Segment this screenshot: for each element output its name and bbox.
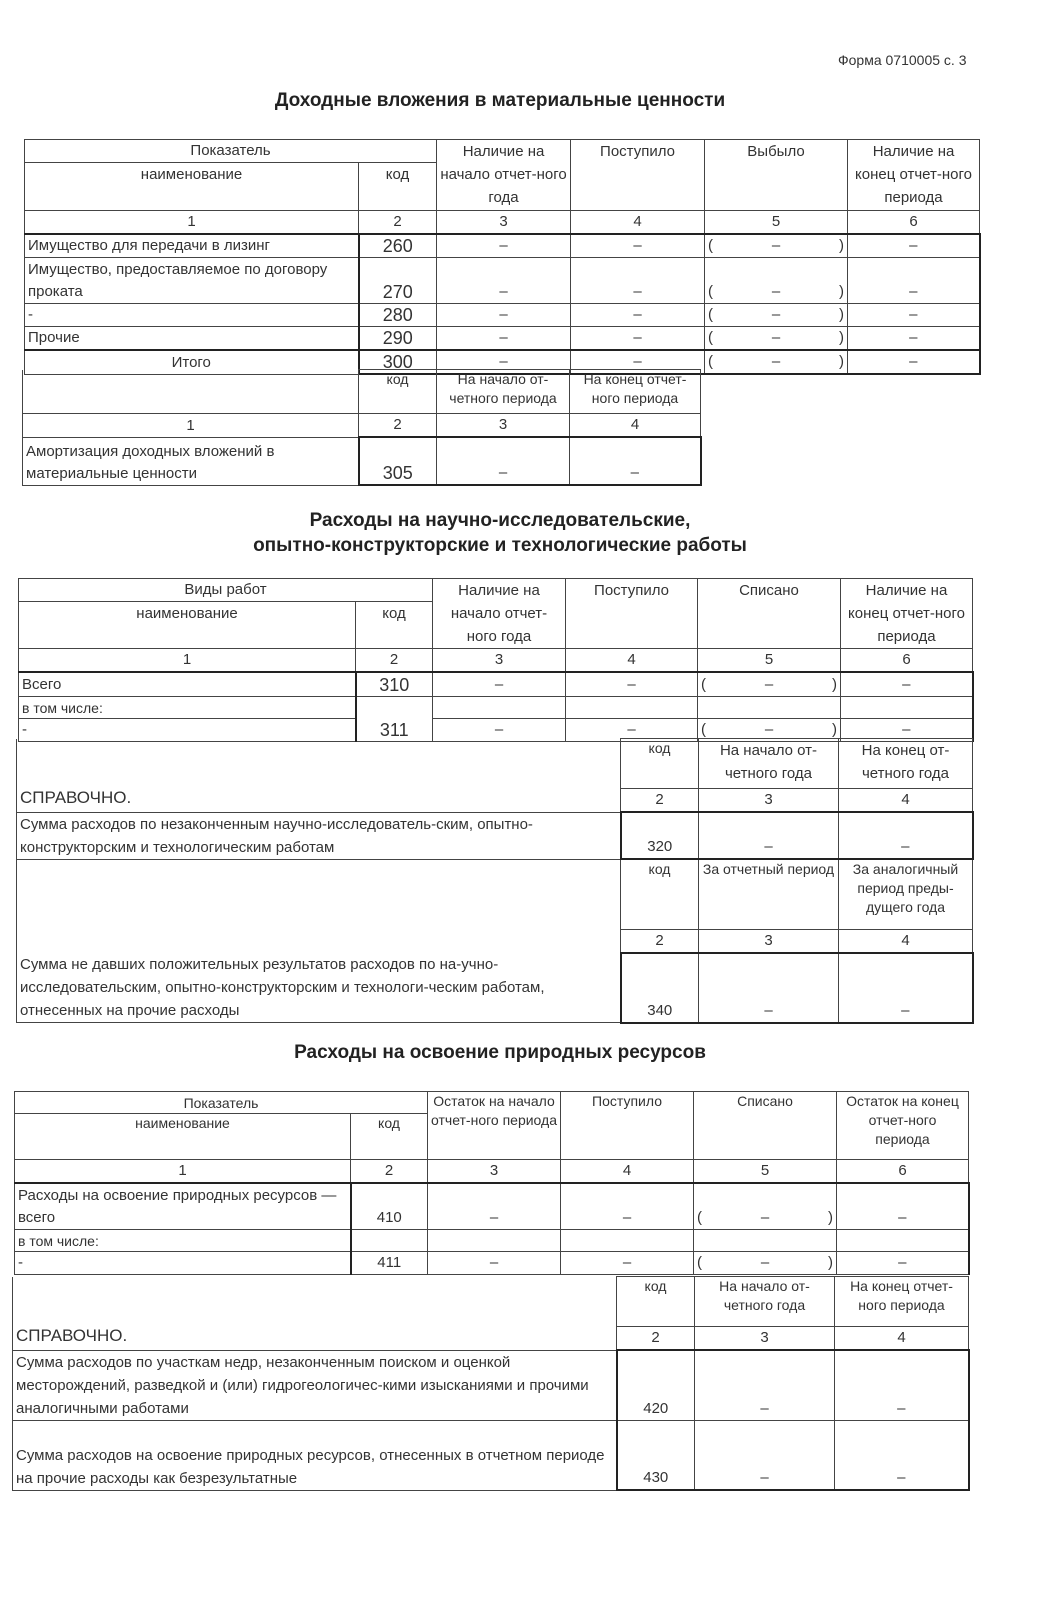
header-code: код [621,739,699,789]
row-name: Имущество, предоставляемое по договору проката [25,258,359,304]
cell-value: – [771,329,781,346]
col-number: 1 [15,1160,351,1184]
col-number: 5 [694,1160,837,1184]
section1-title: Доходные вложения в материальные ценности [274,90,726,111]
header-indicator: Показатель [15,1092,428,1114]
col-number: 6 [848,211,980,235]
col-number: 2 [351,1160,428,1184]
cell-value: – [695,1350,835,1420]
cell-value: – [566,718,698,741]
cell-value [433,696,566,718]
cell-value-paren: ( – ) [705,304,848,327]
cell-value-paren: ( – ) [705,234,848,258]
col-number: 4 [561,1160,694,1184]
amortization-table [22,369,702,486]
table-row [25,234,980,258]
table-row [17,953,973,1023]
table-row [15,1229,969,1251]
row-name: в том числе: [19,696,356,718]
row-code: 411 [351,1251,428,1274]
cell-value: – [771,237,781,254]
row-code: 320 [621,812,699,859]
table-row [15,1183,969,1229]
row-code: 300 [359,350,437,374]
header-col4: На конец от-четного года [839,739,973,789]
col-number: 4 [571,211,705,235]
row-name: - [15,1251,351,1274]
header-col3: Остаток на начало отчет-ного периода [428,1092,561,1160]
cell-value-paren: ( – ) [705,327,848,351]
row-code: 305 [359,437,437,485]
cell-value: – [699,812,839,859]
table-row [19,696,973,718]
table-row [25,258,980,304]
header-code: код [351,1114,428,1160]
header-col4: На конец отчет-ного периода [835,1277,969,1327]
table-row [15,1251,969,1274]
header-col6: Остаток на конец отчет-ного периода [837,1092,969,1160]
col-number: 4 [839,929,973,953]
reference-label-cell [17,739,621,813]
header-col5: Списано [698,579,841,649]
cell-value: – [437,258,571,304]
header-col4: Поступило [566,579,698,649]
cell-value: – [561,1183,694,1229]
header-code: код [359,163,437,211]
row-name: в том числе: [15,1229,351,1251]
cell-value: – [839,953,973,1023]
cell-value-paren: ( – ) [698,718,841,741]
cell-value: – [764,675,774,693]
cell-value: – [428,1183,561,1229]
cell-value: – [571,327,705,351]
row-code: 420 [617,1350,695,1420]
natural-resources-table [14,1091,970,1275]
header-code: код [356,602,433,649]
cell-value: – [571,304,705,327]
col-number: 3 [699,789,839,813]
header-code: код [359,370,437,414]
section2-title-line2: опытно-конструкторские и технологические работы [253,535,747,556]
col-number: 3 [437,211,571,235]
cell-value: – [437,327,571,351]
header-col4: Поступило [571,140,705,211]
cell-value [837,1229,969,1251]
cell-value: – [837,1251,969,1274]
col-number: 6 [837,1160,969,1184]
header-col3: На начало от-четного года [699,739,839,789]
cell-value-paren: ( – ) [705,350,848,374]
table-row [25,304,980,327]
header-indicator: Показатель [25,140,437,163]
header-col3: На начало от-четного периода [437,370,570,414]
header-name: наименование [19,602,356,649]
natural-resources-reference-table [12,1276,970,1491]
header-name: наименование [25,163,359,211]
row-name: Расходы на освоение природных ресурсов — всего [15,1183,351,1229]
header-col3: Наличие на начало отчет-ного года [433,579,566,649]
header-col5: Выбыло [705,140,848,211]
row-text: Сумма расходов по участкам недр, незаконченным поиском и оценкой месторождений, разведкой и (или) гидрогеологичес-кими изысканиями и прочими аналогичными работами [13,1350,617,1420]
cell-value: – [760,1253,770,1271]
form-number: Форма 0710005 с. 3 [838,52,967,68]
empty-cell [17,859,621,953]
row-code: 340 [621,953,699,1023]
cell-value [698,696,841,718]
rnd-expenses-table [18,578,974,742]
cell-value [561,1229,694,1251]
col-number: 3 [433,649,566,673]
row-code: 270 [359,258,437,304]
table-row [13,1350,969,1420]
cell-value: – [437,437,570,485]
row-code: 310 [356,672,433,696]
cell-value: – [771,306,781,323]
header-kind: Виды работ [19,579,433,602]
cell-value: – [848,327,980,351]
cell-value: – [561,1251,694,1274]
cell-value: – [437,304,571,327]
reference-label: СПРАВОЧНО. [16,1325,128,1345]
row-name: - [19,718,356,741]
header-code: код [621,859,699,929]
income-investments-table [24,139,981,375]
cell-value: – [570,437,701,485]
cell-value-paren: ( – ) [694,1251,837,1274]
row-name: Всего [19,672,356,696]
col-number: 2 [621,929,699,953]
cell-value: – [835,1420,969,1490]
row-code: 290 [359,327,437,351]
col-number: 4 [570,414,701,438]
row-text: Сумма не давших положительных результатов расходов по на-учно-исследовательским, опытно-конструкторским и технологи-ческим работам, отнесенных на прочие расходы [17,953,621,1023]
row-name: Прочие [25,327,359,351]
col-number: 1 [19,649,356,673]
header-col4: Поступило [561,1092,694,1160]
col-number: 3 [428,1160,561,1184]
reference-label: СПРАВОЧНО. [20,787,132,807]
row-name: - [25,304,359,327]
row-code: 260 [359,234,437,258]
cell-value [566,696,698,718]
row-name: Имущество для передачи в лизинг [25,234,359,258]
col-number: 3 [695,1327,835,1351]
cell-value: – [428,1251,561,1274]
table-row [13,1420,969,1490]
cell-value: – [571,234,705,258]
col-number: 4 [835,1327,969,1351]
col-number: 3 [437,414,570,438]
col-number: 5 [705,211,848,235]
col-number: 1 [23,414,359,438]
cell-value: – [848,350,980,374]
cell-value [694,1229,837,1251]
row-name: Итого [25,350,359,374]
cell-value: – [841,718,973,741]
header-col3: На начало от-четного года [695,1277,835,1327]
cell-value: – [433,718,566,741]
section3-title: Расходы на освоение природных ресурсов [294,1042,706,1063]
column-numbers-row [25,211,980,235]
cell-value: – [695,1420,835,1490]
row-text: Сумма расходов по незаконченным научно-исследователь-ским, опытно-конструкторским и технологическим работам [17,812,621,859]
cell-value: – [837,1183,969,1229]
table-row [25,327,980,351]
header-col4: На конец отчет-ного периода [570,370,701,414]
cell-value-paren: ( – ) [694,1183,837,1229]
cell-value: – [571,350,705,374]
cell-value: – [571,258,705,304]
cell-value: – [835,1350,969,1420]
cell-value: – [841,672,973,696]
header-code: код [617,1277,695,1327]
col-number: 2 [359,414,437,438]
cell-value: – [433,672,566,696]
row-code: 430 [617,1420,695,1490]
header-col3: Наличие на начало отчет-ного года [437,140,571,211]
header-name: наименование [15,1114,351,1160]
header-col4: За аналогичный период преды-дущего года [839,859,973,929]
cell-value: – [699,953,839,1023]
row-code: 410 [351,1183,428,1229]
col-number: 2 [356,649,433,673]
header-col6: Наличие на конец отчет-ного периода [841,579,973,649]
reference-label-cell [13,1277,617,1351]
row-code [351,1229,428,1251]
row-text: Сумма расходов на освоение природных ресурсов, отнесенных в отчетном периоде на прочие расходы как безрезультатные [13,1420,617,1490]
col-number: 6 [841,649,973,673]
cell-value-paren: ( – ) [698,672,841,696]
cell-value: – [771,353,781,370]
col-number: 2 [621,789,699,813]
cell-value: – [764,720,774,738]
cell-value [841,696,973,718]
cell-value: – [848,258,980,304]
cell-value [428,1229,561,1251]
col-number: 4 [566,649,698,673]
section2-title [100,508,900,558]
row-name: Амортизация доходных вложений в материальные ценности [23,437,359,485]
col-number: 2 [617,1327,695,1351]
cell-value: – [839,812,973,859]
cell-value: – [771,283,781,300]
row-code: 311 [356,696,433,741]
header-col3: За отчетный период [699,859,839,929]
cell-value: – [848,304,980,327]
rnd-reference-table [16,738,974,1024]
row-code: 280 [359,304,437,327]
table-row [23,437,701,485]
table-row [19,672,973,696]
section2-title-line1: Расходы на научно-исследовательские, [309,510,691,531]
cell-value: – [566,672,698,696]
cell-value: – [437,350,571,374]
col-number: 5 [698,649,841,673]
col-number: 2 [359,211,437,235]
empty-cell [23,370,359,414]
cell-value: – [848,234,980,258]
cell-value-paren: ( – ) [705,258,848,304]
header-col5: Списано [694,1092,837,1160]
cell-value: – [760,1208,770,1226]
cell-value: – [437,234,571,258]
table-row [17,812,973,859]
col-number: 4 [839,789,973,813]
col-number: 1 [25,211,359,235]
header-col6: Наличие на конец отчет-ного периода [848,140,980,211]
col-number: 3 [699,929,839,953]
